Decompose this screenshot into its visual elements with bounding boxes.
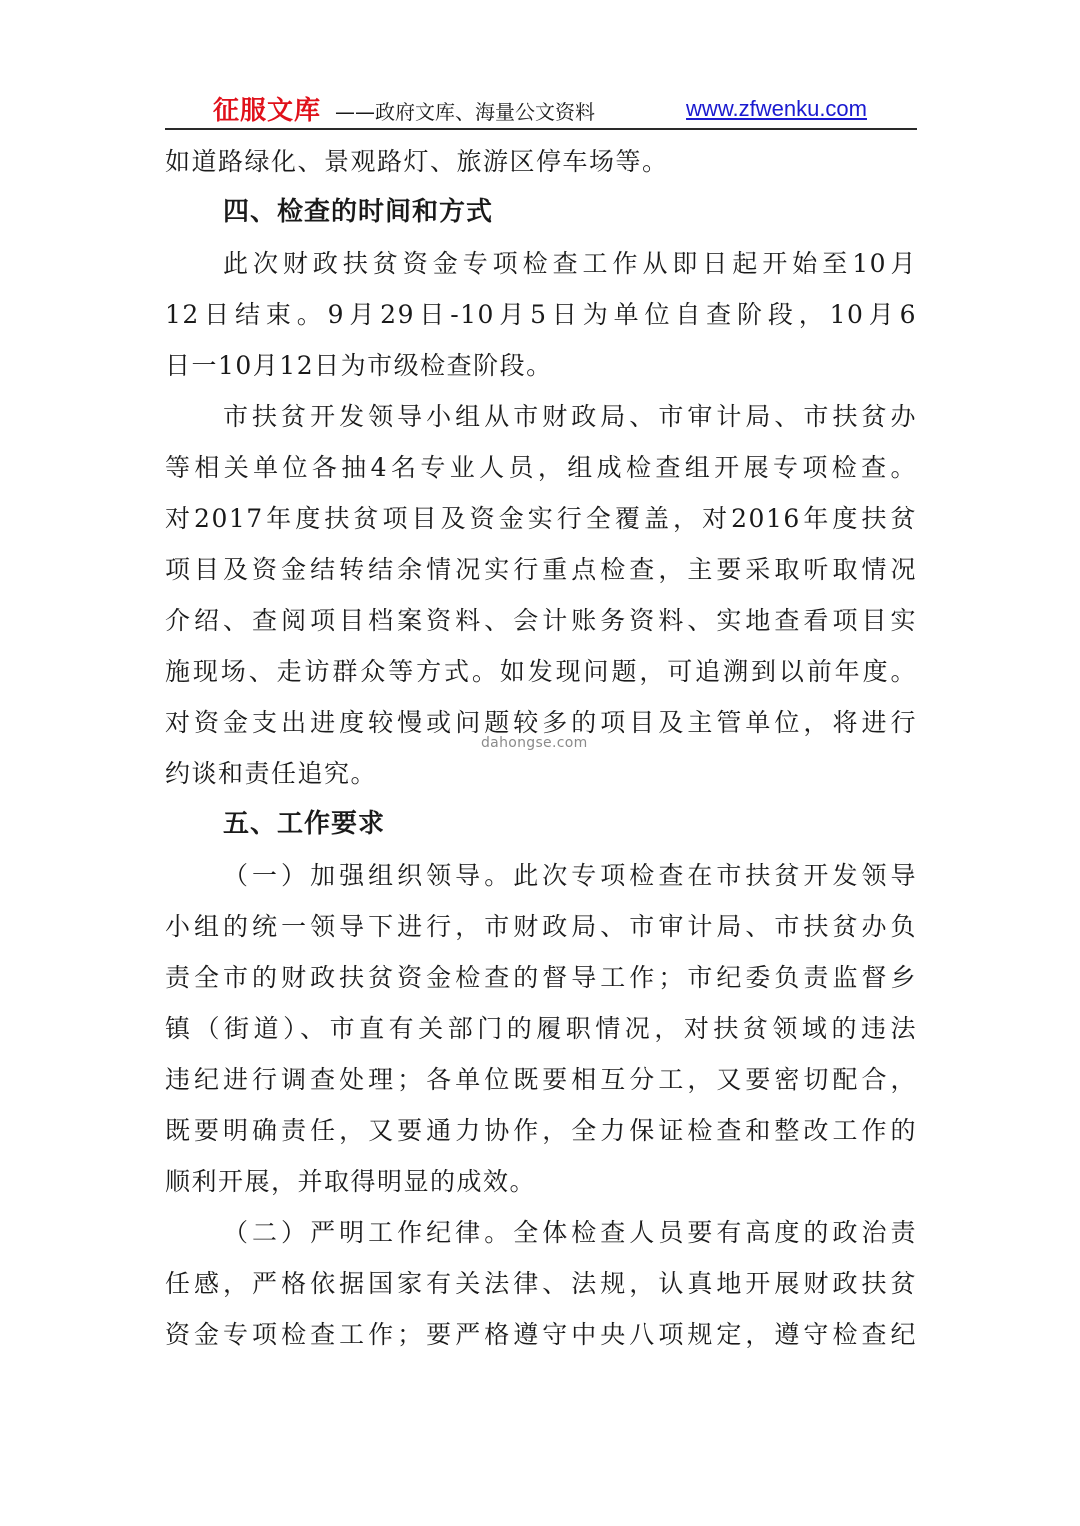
paragraph-line: 对资金支出进度较慢或问题较多的项目及主管单位，将进行 xyxy=(165,708,917,737)
paragraph-line: （一）加强组织领导。此次专项检查在市扶贫开发领导 xyxy=(223,861,917,890)
paragraph-line: 违纪进行调查处理；各单位既要相互分工，又要密切配合， xyxy=(165,1065,917,1094)
paragraph-line: 资金专项检查工作；要严格遵守中央八项规定，遵守检查纪 xyxy=(165,1320,917,1349)
paragraph-line: 顺利开展，并取得明显的成效。 xyxy=(165,1167,537,1196)
paragraph-line: 施现场、走访群众等方式。如发现问题，可追溯到以前年度。 xyxy=(165,657,917,686)
paragraph-line: 对2017年度扶贫项目及资金实行全覆盖，对2016年度扶贫 xyxy=(165,504,917,533)
paragraph-line: 介绍、查阅项目档案资料、会计账务资料、实地查看项目实 xyxy=(165,606,917,635)
paragraph-line: 等相关单位各抽4名专业人员，组成检查组开展专项检查。 xyxy=(165,453,917,482)
page-header xyxy=(165,84,917,130)
paragraph-line: 12日结束。9月29日-10月5日为单位自查阶段，10月6 xyxy=(165,300,917,329)
site-url-link[interactable]: www.zfwenku.com xyxy=(686,96,867,121)
paragraph-line: （二）严明工作纪律。全体检查人员要有高度的政治责 xyxy=(223,1218,917,1247)
paragraph-line: 项目及资金结转结余情况实行重点检查，主要采取听取情况 xyxy=(165,555,917,584)
brand-logo: 征服文库 xyxy=(213,96,322,126)
section-heading-5: 五、工作要求 xyxy=(223,809,386,839)
paragraph-line: 此次财政扶贫资金专项检查工作从即日起开始至10月 xyxy=(223,249,917,278)
paragraph-line: 约谈和责任追究。 xyxy=(165,759,378,788)
paragraph-line: 任感，严格依据国家有关法律、法规，认真地开展财政扶贫 xyxy=(165,1269,917,1298)
header-tagline: ——政府文库、海量公文资料 xyxy=(335,100,595,124)
watermark: dahongse.com xyxy=(481,735,588,751)
paragraph-line: 小组的统一领导下进行，市财政局、市审计局、市扶贫办负 xyxy=(165,912,917,941)
section-heading-4: 四、检查的时间和方式 xyxy=(223,197,494,227)
paragraph-line: 如道路绿化、景观路灯、旅游区停车场等。 xyxy=(165,147,669,176)
paragraph-line: 镇（街道）、市直有关部门的履职情况，对扶贫领域的违法 xyxy=(165,1014,917,1043)
paragraph-line: 既要明确责任，又要通力协作，全力保证检查和整改工作的 xyxy=(165,1116,917,1145)
paragraph-line: 市扶贫开发领导小组从市财政局、市审计局、市扶贫办 xyxy=(223,402,917,431)
paragraph-line: 责全市的财政扶贫资金检查的督导工作；市纪委负责监督乡 xyxy=(165,963,917,992)
paragraph-line: 日一10月12日为市级检查阶段。 xyxy=(165,351,553,380)
